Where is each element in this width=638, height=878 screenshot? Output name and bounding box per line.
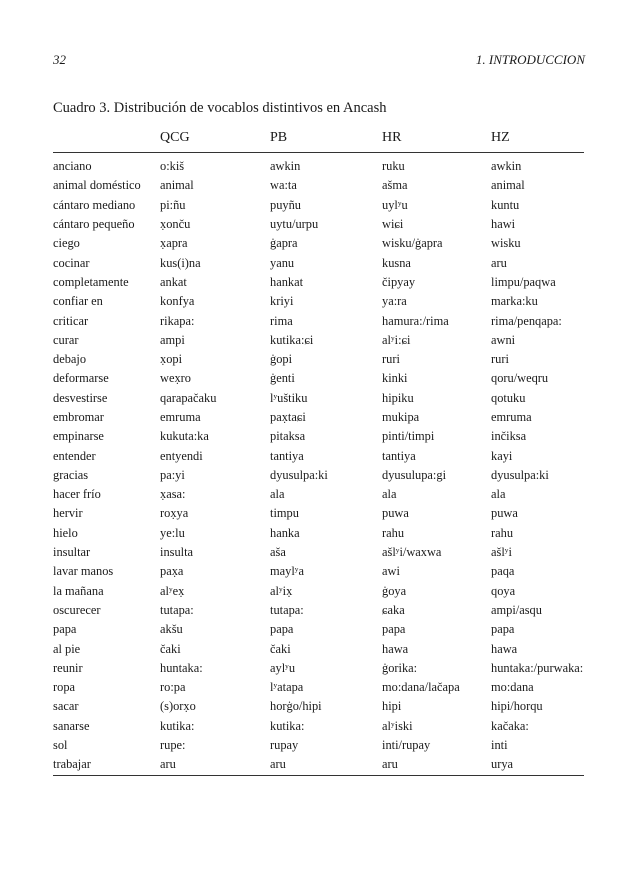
word-cell: papa [491,622,515,637]
word-cell: awkin [491,159,522,174]
word-cell: hawi [491,217,516,232]
word-cell: dyusulpa:ki [270,467,328,482]
word-cell: wiɕi [382,217,404,232]
table-row [53,601,584,620]
word-cell: rima [270,313,293,328]
word-cell: alʸiski [382,718,413,733]
table-header-row [53,123,584,153]
gloss-cell: al pie [53,641,81,656]
word-cell: ala [270,487,285,502]
gloss-cell: lavar manos [53,564,114,579]
word-cell: ɕaka [382,602,405,617]
word-cell: entyendi [160,448,203,463]
word-cell: kinki [382,371,408,386]
word-cell: mo:dana [491,680,534,695]
table-row [53,485,584,504]
column-header: HZ [491,129,510,145]
word-cell: aša [270,545,286,560]
word-cell: ruri [382,352,400,367]
word-cell: horġo/hipi [270,699,322,714]
gloss-cell: debajo [53,352,87,367]
gloss-cell: gracias [53,467,89,482]
table-row [53,408,584,427]
gloss-cell: sacar [53,699,79,714]
word-cell: kutika: [160,718,195,733]
word-cell: ġorika: [382,660,418,675]
word-cell: pax̣a [160,564,184,579]
gloss-cell: ciego [53,236,80,251]
word-cell: awni [491,332,516,347]
gloss-cell: cántaro pequeño [53,217,135,232]
word-cell: uytu/urpu [270,217,319,232]
gloss-cell: insultar [53,545,91,560]
word-cell: papa [270,622,294,637]
word-cell: marka:ku [491,294,538,309]
table-row [53,620,584,639]
table-row [53,153,584,177]
word-cell: inti/rupay [382,738,431,753]
word-cell: ampi [160,332,185,347]
gloss-cell: empinarse [53,429,104,444]
gloss-cell: embromar [53,410,104,424]
word-cell: ya:ra [382,294,407,309]
gloss-cell: confiar en [53,294,103,309]
table-row [53,755,584,775]
word-cell: hamura:/rima [382,313,449,328]
word-cell: yanu [270,255,295,270]
table-row [53,562,584,581]
gloss-cell: cocinar [53,255,90,270]
word-cell: inti [491,738,508,753]
gloss-cell: reunir [53,660,83,675]
word-cell: emruma [491,410,532,424]
word-cell: awkin [270,159,301,174]
word-cell: alʸex̣ [160,583,185,598]
word-cell: alʸix̣ [270,583,293,598]
word-cell: ampi/asqu [491,602,542,617]
word-cell: pi:ñu [160,197,186,212]
table-row [53,446,584,465]
word-cell: wisku [491,236,521,251]
word-cell: kukuta:ka [160,429,209,444]
table-body [53,153,584,776]
gloss-cell: animal doméstico [53,178,141,193]
word-cell: ġenti [270,371,295,386]
word-cell: pa:yi [160,467,185,482]
table-row [53,678,584,697]
column-header: QCG [160,129,190,145]
word-cell: alʸi:ɕi [382,332,411,347]
word-cell: hipi/horqu [491,699,543,714]
word-cell: puwa [491,506,518,521]
word-cell: ġopi [270,352,293,367]
table-row [53,350,584,369]
word-cell: hipi [382,699,402,714]
word-cell: kusna [382,255,411,270]
gloss-cell: sol [53,738,68,753]
word-cell: kutika: [270,718,305,733]
word-cell: ġoya [382,583,407,598]
word-cell: tantiya [382,448,416,463]
table-row [53,369,584,388]
column-header: HR [382,129,402,145]
word-cell: pax̣taɕi [270,410,306,424]
word-cell: dyusulupa:gi [382,467,447,482]
word-cell: konfya [160,294,195,309]
word-cell: ruku [382,159,405,174]
word-cell: tutapa: [160,602,194,617]
word-cell: x̣asa: [160,487,186,502]
word-cell: emruma [160,410,201,424]
word-cell: limpu/paqwa [491,274,556,289]
word-cell: kriyi [270,294,294,309]
word-cell: puyñu [270,197,301,212]
word-cell: čipyay [382,274,416,289]
word-cell: ġapra [270,236,298,251]
word-cell: rupay [270,738,299,753]
word-cell: rima/penqapa: [491,313,562,328]
word-cell: ašlʸi [491,545,512,560]
word-cell: maylʸa [270,564,304,579]
page-number: 32 [53,52,66,67]
word-cell: rox̣ya [160,506,189,521]
table-row [53,543,584,562]
word-cell: čaki [160,641,181,656]
word-cell: hawa [382,641,409,656]
column-header [53,123,160,153]
word-cell: ruri [491,352,509,367]
word-cell: x̣onču [160,217,191,232]
word-cell: ye:lu [160,525,185,540]
table-row [53,659,584,678]
word-cell: hipiku [382,390,414,405]
word-cell: puwa [382,506,409,521]
word-cell: akšu [160,622,183,637]
table-row [53,196,584,215]
table-row [53,389,584,408]
gloss-cell: papa [53,622,77,637]
gloss-cell: hielo [53,525,78,540]
word-cell: uylʸu [382,197,408,212]
word-cell: wisku/ġapra [382,236,443,251]
word-cell: x̣opi [160,352,183,367]
word-cell: urya [491,757,514,772]
word-cell: awi [382,564,400,579]
word-cell: lʸuštiku [270,390,308,405]
word-cell: o:kiš [160,159,185,174]
gloss-cell: cántaro mediano [53,197,136,212]
table-row [53,427,584,446]
gloss-cell: hervir [53,506,83,521]
word-cell: inčiksa [491,429,527,444]
word-cell: kačaka: [491,718,529,733]
word-cell: aylʸu [270,660,296,675]
table-row [53,504,584,523]
word-cell: hawa [491,641,518,656]
word-cell: ankat [160,274,187,289]
word-cell: dyusulpa:ki [491,467,549,482]
word-cell: ašma [382,178,408,193]
word-cell: animal [160,178,194,193]
word-cell: tutapa: [270,602,304,617]
table-row [53,292,584,311]
word-cell: mukipa [382,410,420,424]
gloss-cell: criticar [53,313,89,328]
table-row [53,234,584,253]
word-cell: kutika:ɕi [270,332,314,347]
table-row [53,215,584,234]
word-cell: qoru/weqru [491,371,549,386]
gloss-cell: entender [53,448,96,463]
table-row [53,582,584,601]
word-cell: timpu [270,506,299,521]
word-cell: paqa [491,564,515,579]
word-cell: ala [491,487,506,502]
word-cell: insulta [160,545,194,560]
column-header: PB [270,129,288,145]
word-cell: pitaksa [270,429,306,444]
gloss-cell: hacer frío [53,487,101,502]
word-cell: hanka [270,525,300,540]
word-cell: qotuku [491,390,526,405]
word-cell: rahu [491,525,514,540]
table-row [53,717,584,736]
word-cell: mo:dana/lačapa [382,680,460,695]
word-cell: kuntu [491,197,520,212]
table-row [53,466,584,485]
word-cell: lʸatapa [270,680,304,695]
word-cell: ašlʸi/waxwa [382,545,442,560]
word-cell: ala [382,487,397,502]
word-cell: aru [270,757,286,772]
word-cell: rikapa: [160,313,195,328]
word-cell: kus(i)na [160,255,201,270]
word-cell: hankat [270,274,304,289]
word-cell: rahu [382,525,405,540]
word-cell: wex̣ro [160,371,191,386]
table-row [53,524,584,543]
table-row [53,253,584,272]
word-cell: aru [491,255,507,270]
word-cell: qoya [491,583,516,598]
table-row [53,311,584,330]
gloss-cell: trabajar [53,757,91,772]
gloss-cell: desvestirse [53,390,108,405]
word-cell: rupe: [160,738,186,753]
word-cell: wa:ta [270,178,297,193]
chapter-title: 1. INTRODUCCION [475,52,585,67]
gloss-cell: ropa [53,680,76,695]
word-cell: čaki [270,641,291,656]
gloss-cell: sanarse [53,718,90,733]
word-cell: tantiya [270,448,304,463]
word-cell: papa [382,622,406,637]
vocabulary-table [53,123,584,776]
table-caption: Cuadro 3. Distribución de vocablos distintivos en Ancash [53,100,387,116]
gloss-cell: deformarse [53,371,109,386]
word-cell: x̣apra [160,236,188,251]
word-cell: qarapačaku [160,390,217,405]
word-cell: (s)orx̣o [160,699,196,714]
table-row [53,331,584,350]
gloss-cell: oscurecer [53,602,101,617]
gloss-cell: anciano [53,159,92,174]
table-row [53,639,584,658]
gloss-cell: completamente [53,274,129,289]
word-cell: huntaka:/purwaka: [491,660,584,675]
word-cell: pinti/timpi [382,429,435,444]
word-cell: huntaka: [160,660,203,675]
word-cell: animal [491,178,525,193]
table-row [53,176,584,195]
table-row [53,273,584,292]
word-cell: kayi [491,448,513,463]
word-cell: aru [382,757,398,772]
word-cell: aru [160,757,176,772]
gloss-cell: curar [53,332,79,347]
gloss-cell: la mañana [53,583,104,598]
table-row [53,736,584,755]
word-cell: ro:pa [160,680,186,695]
table-row [53,697,584,716]
